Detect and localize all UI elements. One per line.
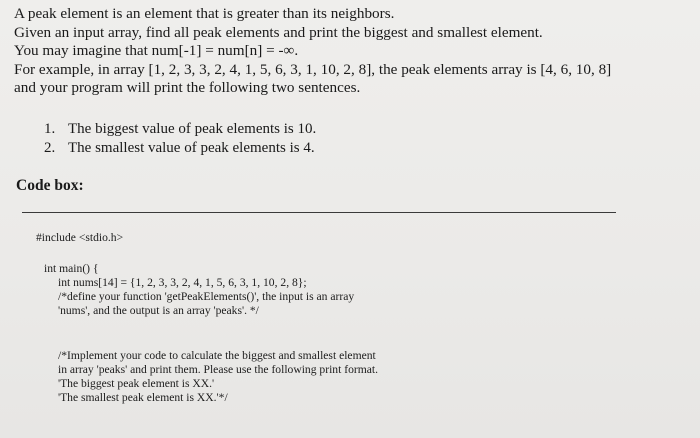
- problem-line: A peak element is an element that is greater than its neighbors.: [14, 5, 395, 22]
- code-line: in array 'peaks' and print them. Please use the following print format.: [58, 363, 379, 376]
- code-line: int nums[14] = {1, 2, 3, 3, 2, 4, 1, 5, 6, 3, 1, 10, 2, 8};: [58, 276, 307, 289]
- list-item: [44, 139, 316, 158]
- code-line: /*define your function 'getPeakElements()', the input is an array: [58, 290, 355, 303]
- code-box-label: Code box:: [16, 177, 84, 194]
- problem-line: For example, in array [1, 2, 3, 3, 2, 4, 1, 5, 6, 3, 1, 10, 2, 8], the peak elements array is [4, 6, 10, 8]: [14, 60, 612, 78]
- problem-line: and your program will print the following two sentences.: [14, 79, 361, 97]
- list-item-number: 1.: [44, 121, 56, 137]
- list-item-text: The biggest value of peak elements is 10.: [68, 121, 317, 137]
- problem-statement: [14, 5, 694, 98]
- code-line: /*Implement your code to calculate the biggest and smallest element: [58, 349, 376, 362]
- problem-line: You may imagine that num[-1] = num[n] = -∞.: [14, 42, 299, 60]
- list-item: [44, 120, 316, 139]
- list-item-text: The smallest value of peak elements is 4.: [68, 140, 315, 156]
- list-item-number: 2.: [44, 140, 56, 156]
- code-line: 'nums', and the output is an array 'peaks'. */: [58, 304, 259, 317]
- divider: [22, 212, 616, 213]
- code-line: int main() {: [44, 262, 99, 275]
- code-line: 'The biggest peak element is XX.': [58, 377, 215, 390]
- code-line: 'The smallest peak element is XX.'*/: [58, 391, 228, 404]
- expected-output-list: [44, 120, 316, 158]
- code-line: #include <stdio.h>: [36, 231, 124, 244]
- problem-line: Given an input array, find all peak elements and print the biggest and smallest element.: [14, 23, 543, 41]
